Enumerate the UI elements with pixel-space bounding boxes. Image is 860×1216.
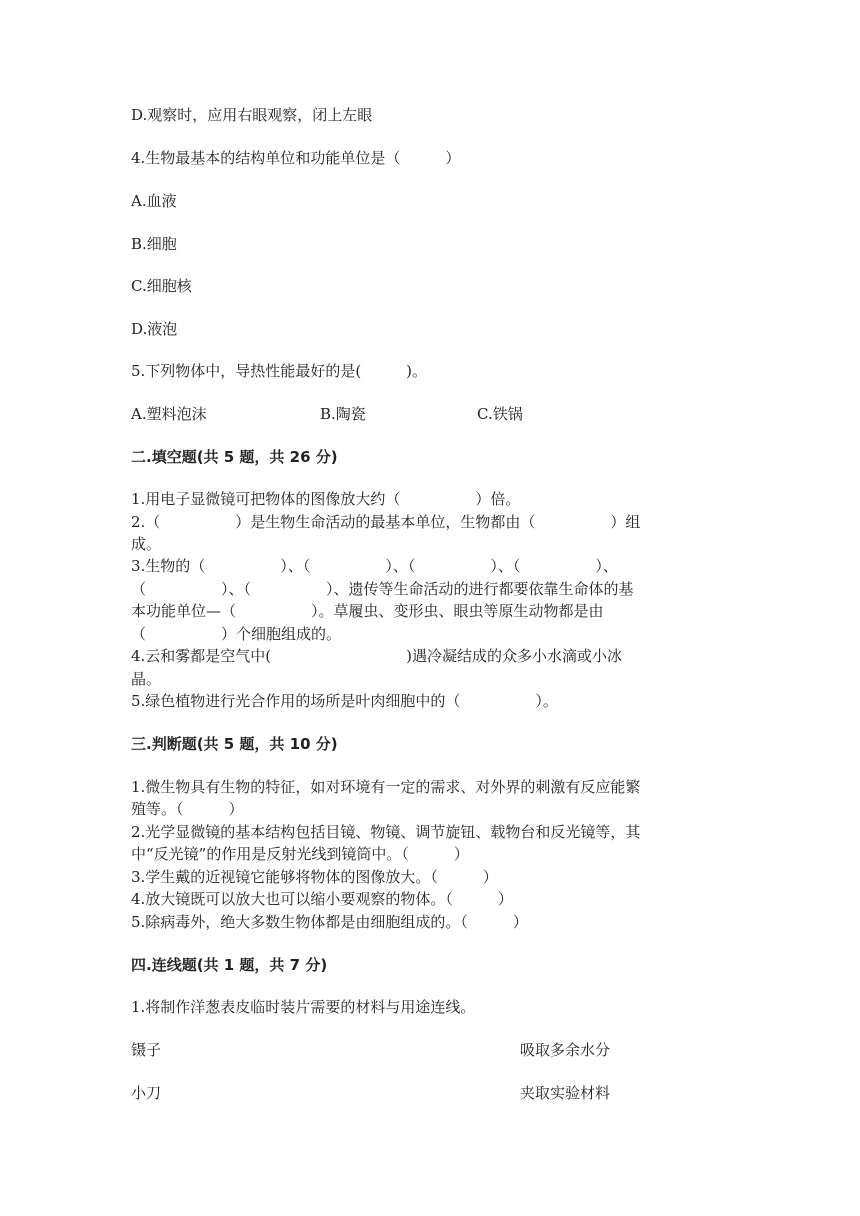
section3-line: 4.放大镜既可以放大也可以缩小要观察的物体。（ ）	[131, 890, 513, 908]
match-right-item: 吸取多余水分	[520, 1041, 611, 1059]
section2-line: 2.（ ）是生物生命活动的最基本单位，生物都由（ ）组	[131, 513, 641, 531]
section3-line: 3.学生戴的近视镜它能够将物体的图像放大。（ ）	[131, 868, 498, 886]
match-right-item: 夹取实验材料	[520, 1084, 611, 1102]
q5-options	[131, 404, 731, 426]
section3-line: 中“反光镜”的作用是反射光线到镜筒中。（ ）	[131, 845, 469, 863]
section3-line: 殖等。（ ）	[131, 800, 244, 818]
section2-line: 成。	[131, 535, 162, 553]
q4-option-c: C.细胞核	[131, 277, 192, 295]
q3-option-d: D.观察时，应用右眼观察，闭上左眼	[131, 106, 373, 124]
section2-line: （ ）个细胞组成的。	[131, 625, 342, 643]
q4-option-b: B.细胞	[131, 235, 177, 253]
section4-stem: 1.将制作洋葱表皮临时装片需要的材料与用途连线。	[131, 998, 476, 1016]
match-left-item: 小刀	[131, 1084, 162, 1102]
q5-option-b: B.陶瓷	[320, 405, 366, 423]
q5-option-a: A.塑料泡沫	[131, 405, 207, 423]
q4-option-d: D.液泡	[131, 320, 178, 338]
q4-stem: 4.生物最基本的结构单位和功能单位是（ ）	[131, 149, 461, 167]
q5-option-c: C.铁锅	[477, 405, 523, 423]
section2-heading: 二.填空题(共 5 题，共 26 分)	[131, 448, 338, 466]
section4-heading: 四.连线题(共 1 题，共 7 分)	[131, 956, 328, 974]
section2-line: 本功能单位—（ ）。草履虫、变形虫、眼虫等原生动物都是由	[131, 602, 604, 620]
section2-line: 4.云和雾都是空气中( )遇冷凝结成的众多小水滴或小冰	[131, 647, 623, 665]
section3-line: 5.除病毒外，绝大多数生物体都是由细胞组成的。（ ）	[131, 913, 528, 931]
section2-line: 5.绿色植物进行光合作用的场所是叶肉细胞中的（ ）。	[131, 692, 558, 710]
section2-line: 1.用电子显微镜可把物体的图像放大约（ ）倍。	[131, 490, 521, 508]
section2-line: 晶。	[131, 670, 162, 688]
section3-heading: 三.判断题(共 5 题，共 10 分)	[131, 735, 338, 753]
section2-line: （ ）、（ ）、遗传等生命活动的进行都要依靠生命体的基	[131, 580, 634, 598]
section2-line: 3.生物的（ ）、（ ）、（ ）、（ ）、	[131, 557, 618, 575]
section3-line: 1.微生物具有生物的特征，如对环境有一定的需求、对外界的刺激有反应能繁	[131, 778, 641, 796]
section3-line: 2.光学显微镜的基本结构包括目镜、物镜、调节旋钮、载物台和反光镜等，其	[131, 823, 641, 841]
match-left-item: 镊子	[131, 1041, 162, 1059]
q5-stem: 5.下列物体中，导热性能最好的是( )。	[131, 362, 428, 380]
q4-option-a: A.血液	[131, 192, 177, 210]
